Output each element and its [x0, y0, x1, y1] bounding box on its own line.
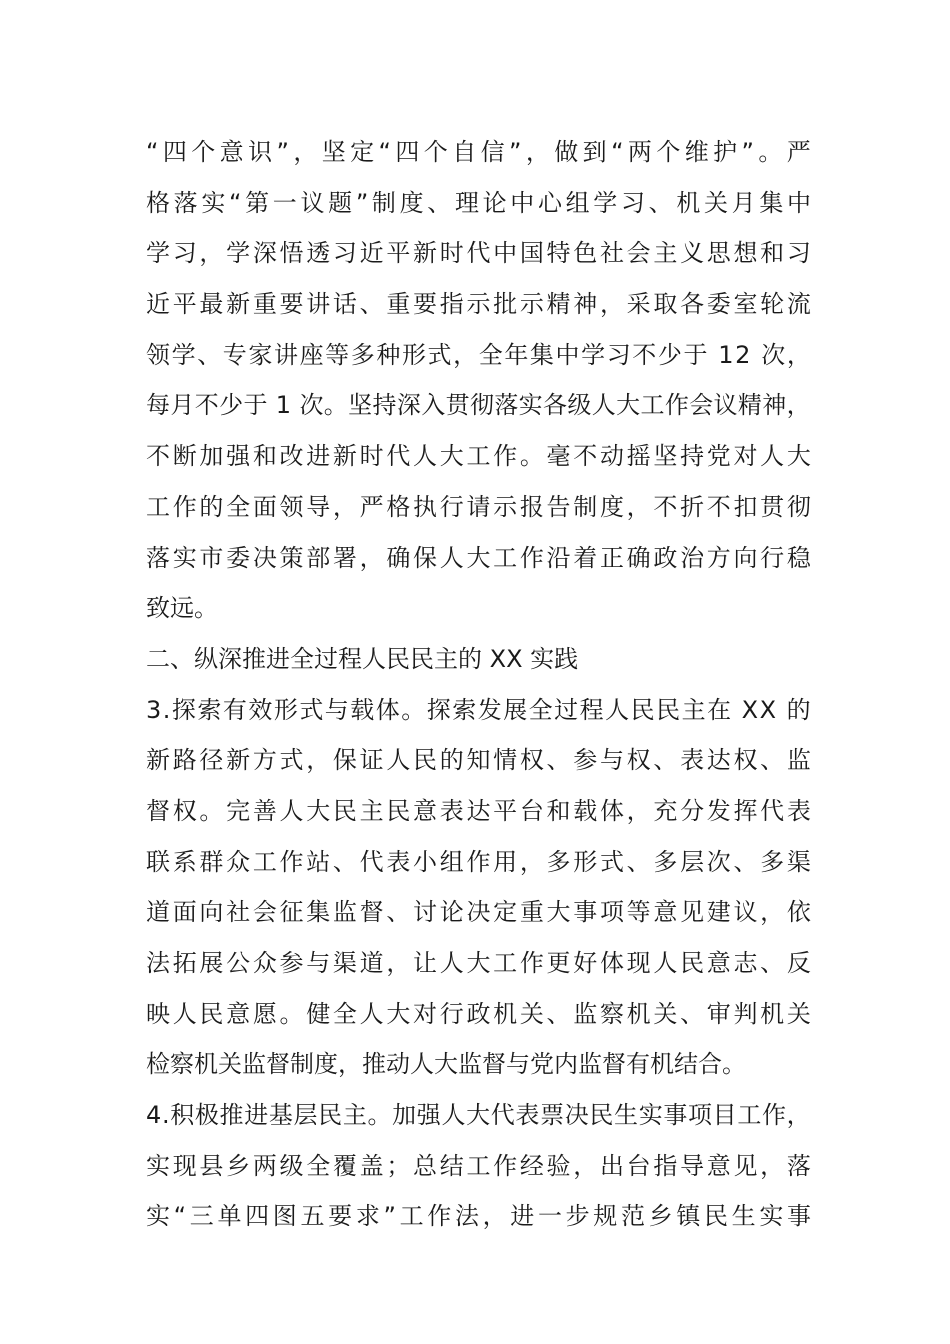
text-line: 工 作 的 全 面 领 导 ， 严 格 执 行 请 示 报 告 制 度 ， 不 折 不 扣 贯 彻 [146, 492, 811, 521]
text-line: 致远。 [146, 594, 218, 623]
text-line: 检察机关监督制度，推动人大监督与党内监督有机结合。 [146, 1050, 746, 1079]
paragraph-grassroots-democracy [146, 1090, 811, 1242]
text-line: 每 月 不 少 于 1 次 。 坚 持 深 入 贯 彻 落 实 各 级 人 大 工 作 会 议 精 神 ， [146, 391, 811, 420]
text-line: 4 . 积 极 推 进 基 层 民 主 。 加 强 人 大 代 表 票 决 民 生 实 事 项 目 工 作 ， [146, 1101, 811, 1130]
text-line: 法 拓 展 公 众 参 与 渠 道 ， 让 人 大 工 作 更 好 体 现 人 民 意 志 、 反 [146, 949, 811, 977]
section-heading [146, 634, 811, 685]
text-line: 格 落 实 “ 第 一 议 题 ” 制 度 、 理 论 中 心 组 学 习 、 机 关 月 集 中 [146, 188, 811, 217]
document-body [146, 127, 811, 1242]
text-line: 实 现 县 乡 两 级 全 覆 盖 ； 总 结 工 作 经 验 ， 出 台 指 导 意 见 ， 落 [146, 1151, 811, 1180]
text-line: 新 路 径 新 方 式 ， 保 证 人 民 的 知 情 权 、 参 与 权 、 表 达 权 、 监 [146, 746, 811, 775]
text-line: 道 面 向 社 会 征 集 监 督 、 讨 论 决 定 重 大 事 项 等 意 见 建 议 ， 依 [146, 898, 811, 927]
text-line: 映 人 民 意 愿 。 健 全 人 大 对 行 政 机 关 、 监 察 机 关 、 审 判 机 关 [146, 999, 811, 1028]
heading-line: 二、纵深推进全过程人民民主的 XX 实践 [146, 644, 579, 673]
text-line: 学 习 ， 学 深 悟 透 习 近 平 新 时 代 中 国 特 色 社 会 主 义 思 想 和 习 [146, 239, 811, 268]
text-line: 近 平 最 新 重 要 讲 话 、 重 要 指 示 批 示 精 神 ， 采 取 各 委 室 轮 流 [146, 290, 811, 319]
text-line: 不 断 加 强 和 改 进 新 时 代 人 大 工 作 。 毫 不 动 摇 坚 持 党 对 人 大 [146, 442, 811, 471]
text-line: 3 . 探 索 有 效 形 式 与 载 体 。 探 索 发 展 全 过 程 人 民 民 主 在 X X 的 [146, 695, 811, 724]
text-line: 落 实 市 委 决 策 部 署 ， 确 保 人 大 工 作 沿 着 正 确 政 治 方 向 行 稳 [146, 543, 811, 572]
paragraph-forms-and-carriers [146, 685, 811, 1091]
paragraph-political-study [146, 127, 811, 634]
text-line: 实 “ 三 单 四 图 五 要 求 ” 工 作 法 ， 进 一 步 规 范 乡 镇 民 生 实 事 [146, 1202, 811, 1231]
text-line: 联 系 群 众 工 作 站 、 代 表 小 组 作 用 ， 多 形 式 、 多 层 次 、 多 渠 [146, 847, 811, 876]
text-line: “ 四 个 意 识 ” ， 坚 定 “ 四 个 自 信 ” ， 做 到 “ 两 个 维 护 ” 。 严 [146, 138, 811, 166]
text-line: 督 权 。 完 善 人 大 民 主 民 意 表 达 平 台 和 载 体 ， 充 分 发 挥 代 表 [146, 796, 811, 825]
text-line: 领 学 、 专 家 讲 座 等 多 种 形 式 ， 全 年 集 中 学 习 不 少 于 1 2 次 ， [146, 340, 811, 369]
